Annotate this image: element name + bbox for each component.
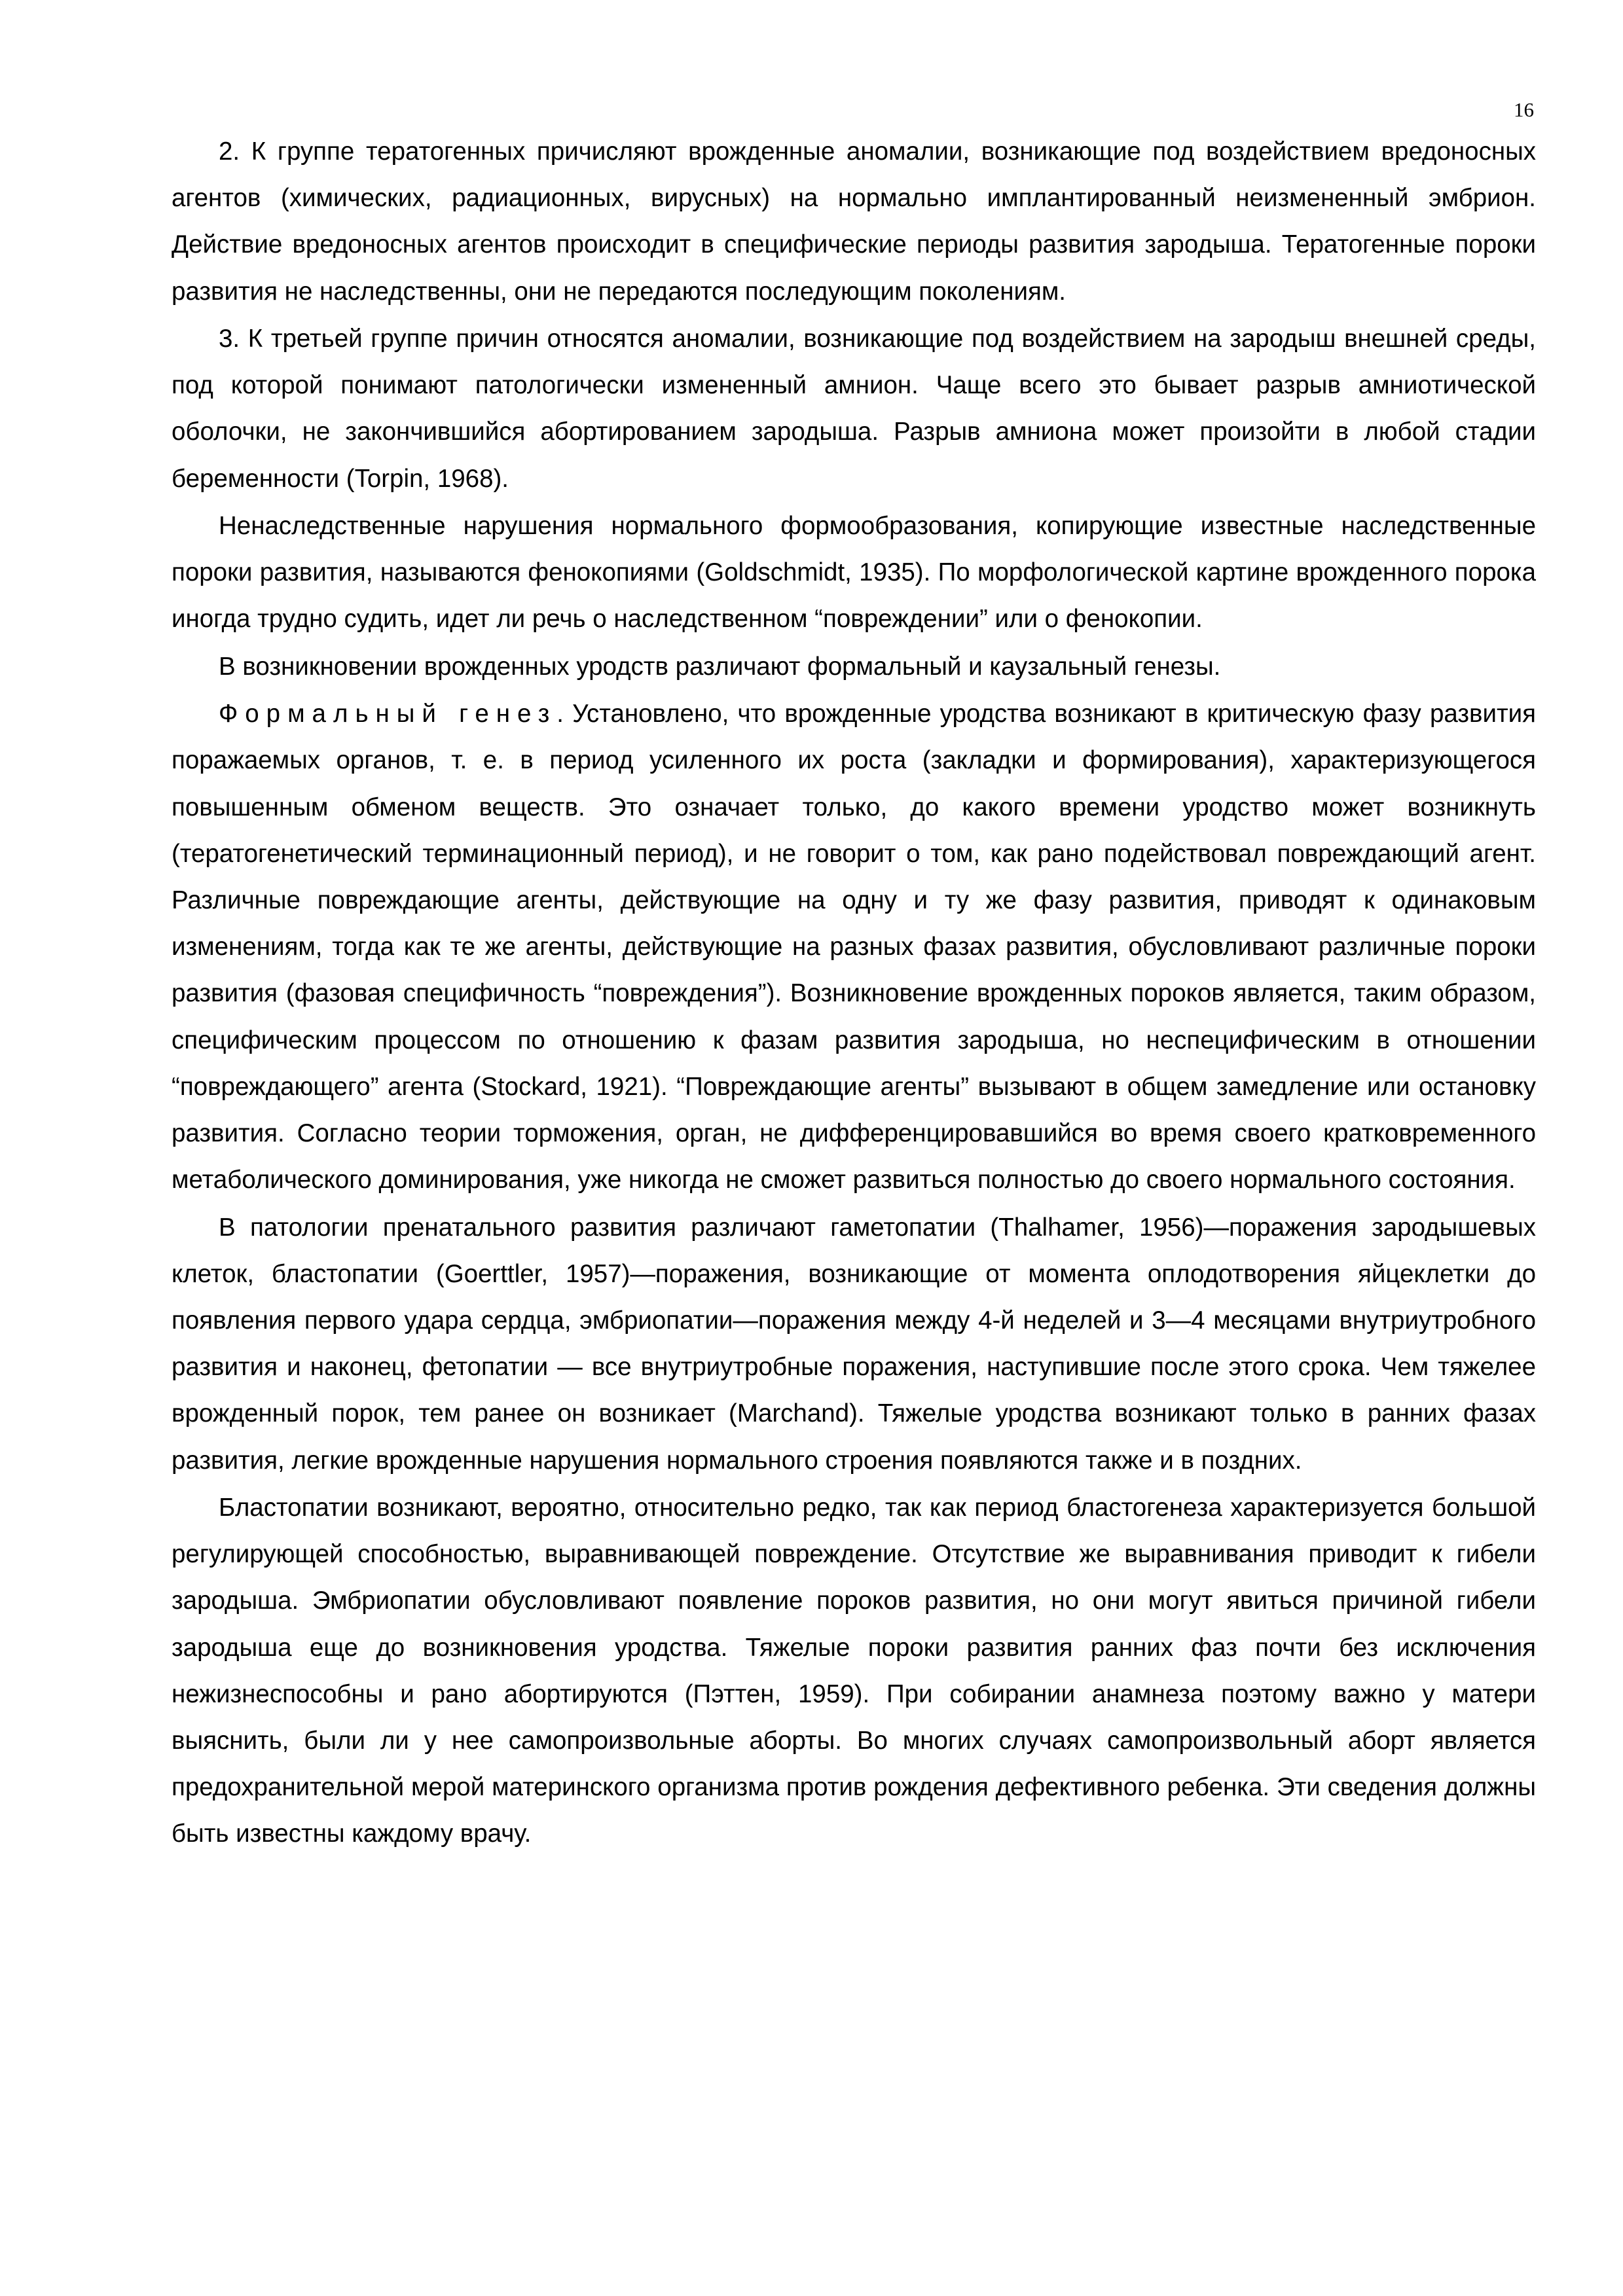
paragraph-blastopathies: Бластопатии возникают, вероятно, относительно редко, так как период бластогенеза характеризуется большой регулирующей способностью, выравнивающей повреждение. Отсутствие же выравнивания приводит к гибели зародыша. Эмбриопатии обусловливают появление пороков развития, но они могут явиться причиной гибели зародыша еще до возникновения уродства. Тяжелые пороки развития ранних фаз почти без исключения нежизнеспособны и рано абортируются (Пэттен, 1959). При собирании анамнеза поэтому важно у матери выяснить, были ли у нее самопроизвольные аборты. Во многих случаях самопроизвольный аборт является предохранительной мерой материнского организма против рождения дефективного ребенка. Эти сведения должны быть известны каждому врачу. (172, 1494, 1536, 1848)
paragraph-formal-genesis (172, 691, 1536, 1203)
paragraph-amnion-group: 3. К третьей группе причин относятся аномалии, возникающие под воздействием на зародыш внешней среды, под которой понимают патологически измененный амнион. Чаще всего это бывает разрыв амниотической оболочки, не закончившийся абортированием зародыша. Разрыв амниона может произойти в любой стадии беременности (Torpin, 1968). (172, 325, 1536, 493)
paragraph-phenocopies: Ненаследственные нарушения нормального формообразования, копирующие известные наследственные пороки развития, называются фенокопиями (Goldschmidt, 1935). По морфологической картине врожденного порока иногда трудно судить, идет ли речь о наследственном “повреждении” или о фенокопии. (172, 512, 1536, 634)
formal-genesis-text: . Установлено, что врожденные уродства возникают в критическую фазу развития поражаемых органов, т. е. в период усиленного их роста (закладки и формирования), характеризующегося повышенным обменом веществ. Это означает только, до какого времени уродство может возникнуть (тератогенетический терминационный период), и не говорит о том, как рано подействовал повреждающий агент. Различные повреждающие агенты, действующие на одну и ту же фазу развития, приводят к одинаковым изменениям, тогда как те же агенты, действующие на разных фазах развития, обусловливают различные пороки развития (фазовая специфичность “повреждения”). Возникновение врожденных пороков является, таким образом, специфическим процессом по отношению к фазам развития зародыша, но неспецифическим в отношении “повреждающего” агента (Stockard, 1921). “Повреждающие агенты” вызывают в общем замедление или остановку развития. Согласно теории торможения, орган, не дифференцировавшийся во время своего кратковременного метаболического доминирования, уже никогда не сможет развиться полностью до своего нормального состояния. (172, 700, 1536, 1194)
page-number: 16 (1514, 98, 1534, 121)
paragraph-prenatal-pathology: В патологии пренатального развития различают гаметопатии (Thalhamer, 1956)—поражения зародышевых клеток, бластопатии (Goerttler, 1957)—поражения, возникающие от момента оплодотворения яйцеклетки до появления первого удара сердца, эмбриопатии—поражения между 4-й неделей и 3—4 месяцами внутриутробного развития и наконец, фетопатии — все внутриутробные поражения, наступившие после этого срока. Чем тяжелее врожденный порок, тем ранее он возникает (Marchand). Тяжелые уродства возникают только в ранних фазах развития, легкие врожденные нарушения нормального строения появляются также и в поздних. (172, 1213, 1536, 1475)
formal-genesis-term: Формальный генез (219, 700, 557, 728)
paragraph-genesis-types: В возникновении врожденных уродств различают формальный и каузальный генезы. (219, 652, 1221, 681)
paragraph-teratogenic-group: 2. К группе тератогенных причисляют врожденные аномалии, возникающие под воздействием вредоносных агентов (химических, радиационных, вирусных) на нормально имплантированный неизмененный эмбрион. Действие вредоносных агентов происходит в специфические периоды развития зародыша. Тератогенные пороки развития не наследственны, они не передаются последующим поколениям. (172, 137, 1536, 306)
body-text (172, 128, 1536, 1858)
